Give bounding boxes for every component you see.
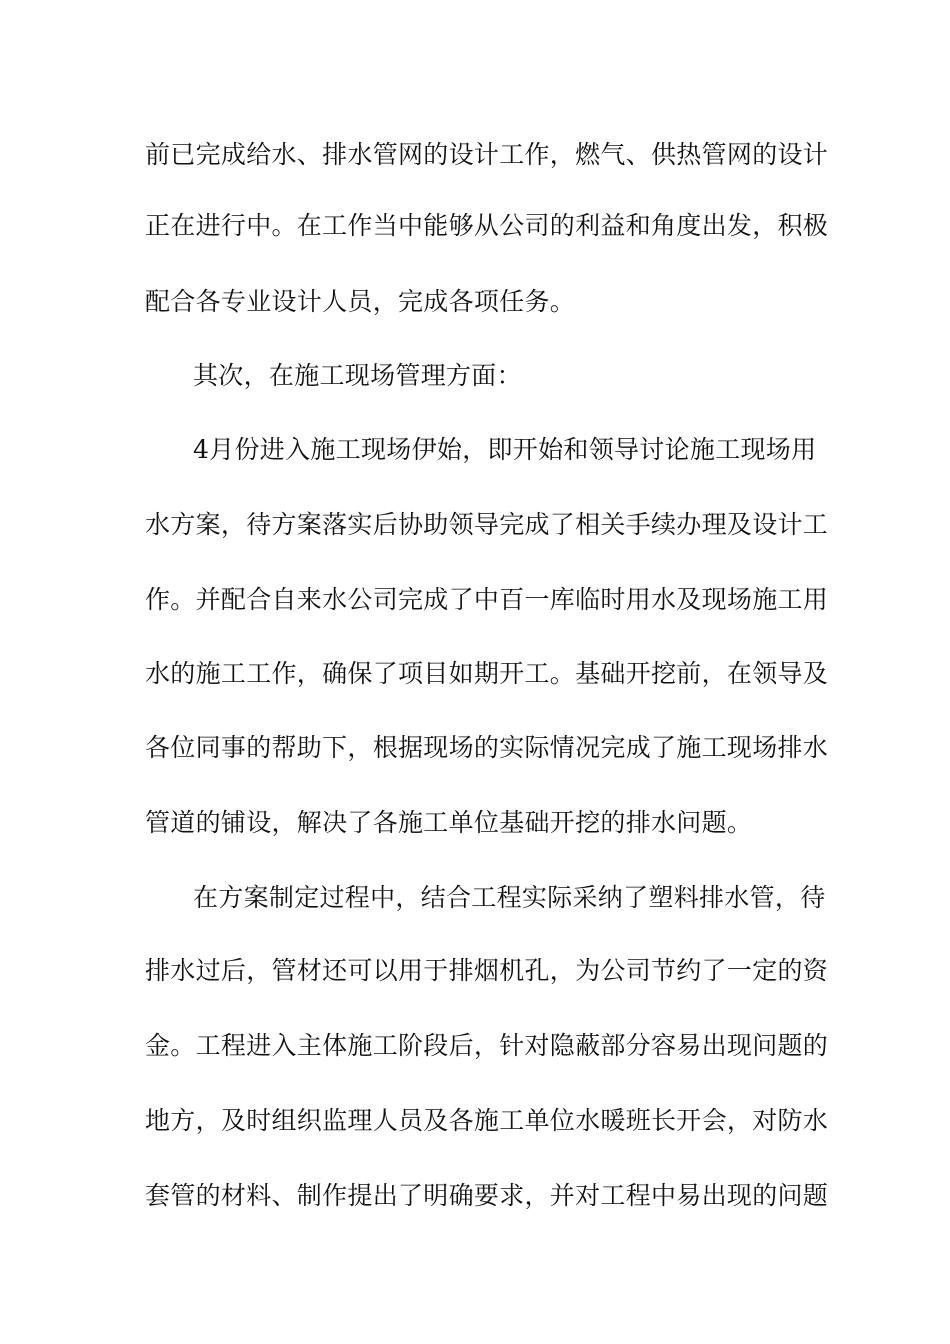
text-line: 其次，在施工现场管理方面： [193, 361, 522, 390]
text-line: 配合各专业设计人员，完成各项任务。 [145, 287, 576, 316]
text-line: 正在进行中。在工作当中能够从公司的利益和角度出发，积极 [145, 211, 829, 240]
text-line: 各位同事的帮助下，根据现场的实际情况完成了施工现场排水 [145, 733, 829, 762]
text-line: 水的施工工作，确保了项目如期开工。基础开挖前，在领导及 [145, 659, 829, 688]
text-line: 前已完成给水、排水管网的设计工作，燃气、供热管网的设计 [145, 140, 829, 169]
text-line: 作。并配合自来水公司完成了中百一库临时用水及现场施工用 [145, 585, 829, 614]
text-line: 套管的材料、制作提出了明确要求，并对工程中易出现的问题 [145, 1181, 829, 1210]
text-line: 在方案制定过程中，结合工程实际采纳了塑料排水管，待 [193, 883, 826, 912]
text-line: 排水过后，管材还可以用于排烟机孔，为公司节约了一定的资 [145, 956, 829, 985]
text-line: 金。工程进入主体施工阶段后，针对隐蔽部分容易出现问题的 [145, 1031, 829, 1060]
text-line: 管道的铺设，解决了各施工单位基础开挖的排水问题。 [145, 808, 753, 837]
text-line: 水方案，待方案落实后协助领导完成了相关手续办理及设计工 [145, 510, 829, 539]
text-line: 地方，及时组织监理人员及各施工单位水暖班长开会，对防水 [145, 1106, 829, 1135]
text-line: 4月份进入施工现场伊始，即开始和领导讨论施工现场用 [193, 435, 817, 464]
